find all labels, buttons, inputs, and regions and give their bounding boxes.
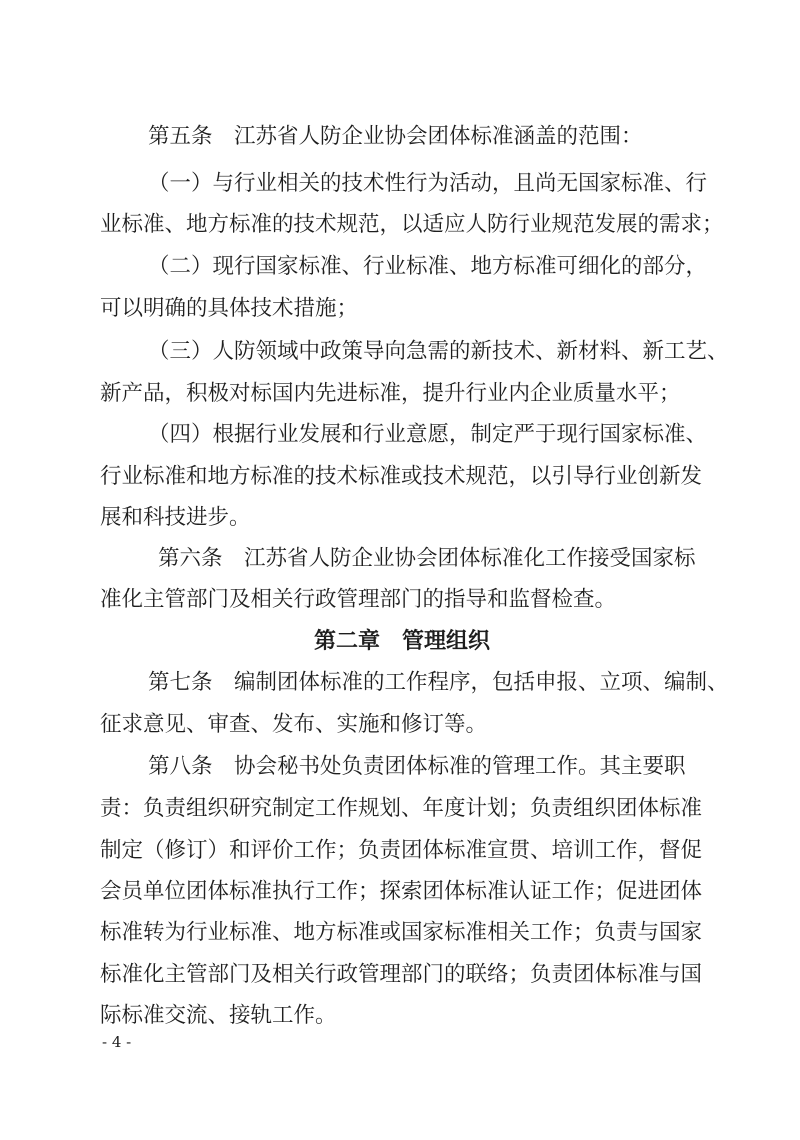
article-5-item-4-line-1: （四）根据行业发展和行业意愿，制定严于现行国家标准、	[148, 422, 708, 447]
article-6-line-1: 第六条 江苏省人防企业协会团体标准化工作接受国家标	[158, 546, 696, 571]
article-7-line-1: 第七条 编制团体标准的工作程序，包括申报、立项、编制、	[148, 670, 729, 695]
article-5-item-2-line-2: 可以明确的具体技术措施；	[100, 296, 359, 321]
article-8-line-3: 制定（修订）和评价工作；负责团体标准宣贯、培训工作，督促	[100, 838, 703, 863]
article-5-item-2-line-1: （二）现行国家标准、行业标准、地方标准可细化的部分，	[148, 254, 708, 279]
article-5-item-1-line-1: （一）与行业相关的技术性行为活动，且尚无国家标准、行	[148, 171, 708, 196]
article-5-item-4-line-2: 行业标准和地方标准的技术标准或技术规范，以引导行业创新发	[100, 464, 703, 489]
article-8-line-6: 标准化主管部门及相关行政管理部门的联络；负责团体标准与国	[100, 962, 703, 987]
chapter-2-heading: 第二章 管理组织	[314, 628, 491, 654]
page-number: - 4 -	[102, 1033, 132, 1051]
article-8-line-4: 会员单位团体标准执行工作；探索团体标准认证工作；促进团体	[100, 879, 703, 904]
article-5-title: 第五条 江苏省人防企业协会团体标准涵盖的范围：	[148, 124, 643, 149]
article-7-line-2: 征求意见、审查、发布、实施和修订等。	[100, 712, 488, 737]
article-5-item-3-line-1: （三）人防领域中政策导向急需的新技术、新材料、新工艺、	[148, 339, 729, 364]
article-8-line-5: 标准转为行业标准、地方标准或国家标准相关工作；负责与国家	[100, 920, 703, 945]
article-8-line-7: 际标准交流、接轨工作。	[100, 1003, 337, 1028]
article-5-item-3-line-2: 新产品，积极对标国内先进标准，提升行业内企业质量水平；	[100, 381, 681, 406]
article-5-item-1-line-2: 业标准、地方标准的技术规范，以适应人防行业规范发展的需求；	[100, 212, 724, 237]
article-8-line-2: 责：负责组织研究制定工作规划、年度计划；负责组织团体标准	[100, 796, 703, 821]
article-6-line-2: 准化主管部门及相关行政管理部门的指导和监督检查。	[100, 587, 617, 612]
article-8-line-1: 第八条 协会秘书处负责团体标准的管理工作。其主要职	[148, 754, 686, 779]
article-5-item-4-line-3: 展和科技进步。	[100, 505, 251, 530]
